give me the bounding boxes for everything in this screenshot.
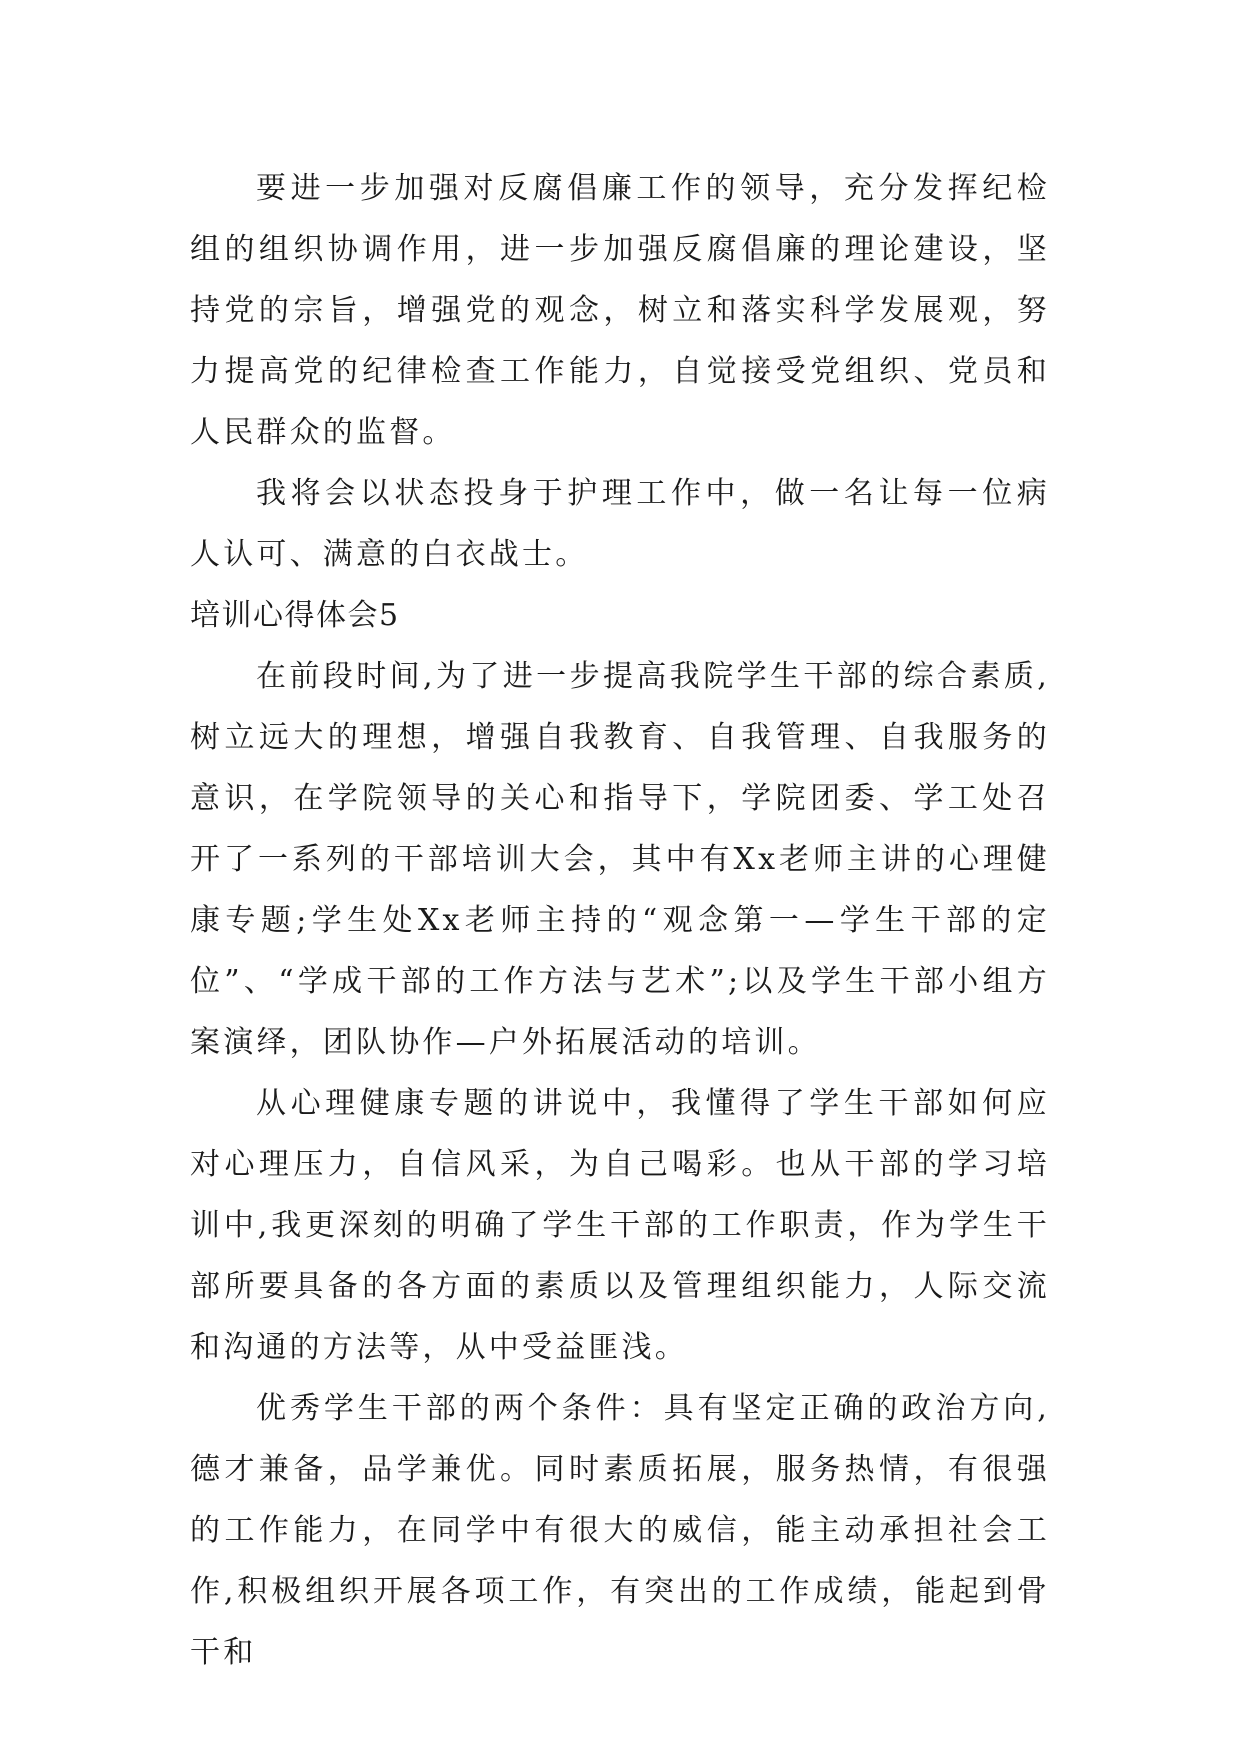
- section-heading: 培训心得体会5: [190, 598, 400, 633]
- document-body: [190, 158, 1050, 1683]
- paragraph-training-overview: 在前段时间,为了进一步提高我院学生干部的综合素质,树立远大的理想，增强自我教育、自我管理、自我服务的意识，在学院领导的关心和指导下，学院团委、学工处召开了一系列的干部培训大会，其中有Xx老师主讲的心理健康专题;学生处Xx老师主持的“观念第一—学生干部的定位”、“学成干部的工作方法与艺术”;以及学生干部小组方案演绎，团队协作—户外拓展活动的培训。: [190, 659, 1050, 1060]
- paragraph-anti-corruption: 要进一步加强对反腐倡廉工作的领导，充分发挥纪检组的组织协调作用，进一步加强反腐倡廉的理论建设，坚持党的宗旨，增强党的观念，树立和落实科学发展观，努力提高党的纪律检查工作能力，自觉接受党组织、党员和人民群众的监督。: [190, 171, 1050, 450]
- paragraph-mental-health: 从心理健康专题的讲说中，我懂得了学生干部如何应对心理压力，自信风采，为自己喝彩。也从干部的学习培训中,我更深刻的明确了学生干部的工作职责，作为学生干部所要具备的各方面的素质以及管理组织能力，人际交流和沟通的方法等，从中受益匪浅。: [190, 1086, 1050, 1365]
- paragraph-nursing-pledge: 我将会以状态投身于护理工作中，做一名让每一位病人认可、满意的白衣战士。: [190, 476, 1050, 572]
- paragraph-excellent-cadre: 优秀学生干部的两个条件：具有坚定正确的政治方向,德才兼备，品学兼优。同时素质拓展，服务热情，有很强的工作能力，在同学中有很大的威信，能主动承担社会工作,积极组织开展各项工作，有突出的工作成绩，能起到骨干和: [190, 1391, 1050, 1670]
